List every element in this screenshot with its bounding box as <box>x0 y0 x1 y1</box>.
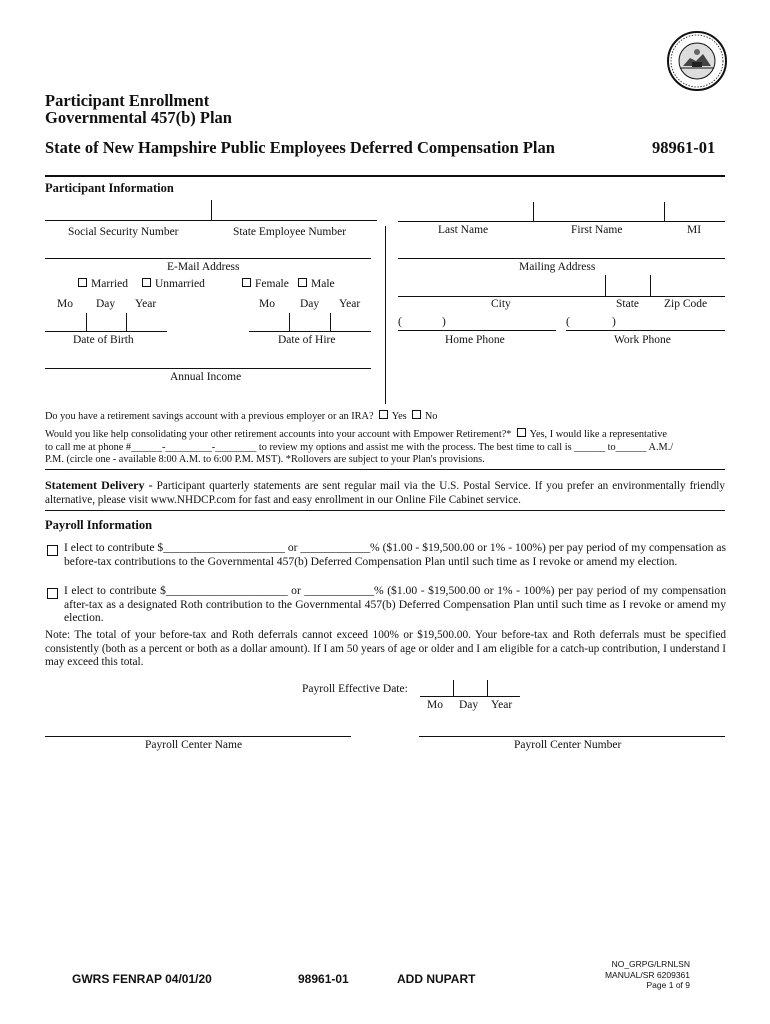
field-divider <box>487 680 488 696</box>
effective-date-label: Payroll Effective Date: <box>302 683 408 695</box>
checkbox-icon[interactable] <box>142 278 151 287</box>
column-divider <box>385 226 386 404</box>
roth-election: I elect to contribute $_____________________ or ____________% ($1.00 - $19,500.00 or 1% - 100%) per pay period of my compensation after-tax as a designated Roth contribution to the Governmental 457(b) Deferred Compensation Plan until such time as I revoke or amend my election. <box>64 584 726 624</box>
footer-add-code: ADD NUPART <box>397 972 476 986</box>
dob-label: Date of Birth <box>73 334 134 346</box>
checkbox-icon[interactable] <box>517 428 526 437</box>
doh-year-label: Year <box>339 298 361 310</box>
work-phone-field[interactable] <box>566 330 725 331</box>
mi-label: MI <box>687 224 702 236</box>
pretax-election: I elect to contribute $_____________________ or ____________% ($1.00 - $19,500.00 or 1% - 100%) per pay period of my compensation as before-tax contributions to the Governmental 457(b) Deferred Compensation Plan until such time as I revoke or amend my election. <box>64 541 726 568</box>
checkbox-icon[interactable] <box>298 278 307 287</box>
payroll-note: Note: The total of your before-tax and Roth deferrals cannot exceed 100% or $19,500.00. Your before-tax and Roth deferrals must be specified consistently (both as a percent or both as a dollar amount). If I am 50 years of age or older and I am eligible for a catch-up contribution, I understand I may exceed this total. <box>45 629 726 668</box>
home-phone-label: Home Phone <box>445 334 505 346</box>
form-title: Participant Enrollment Governmental 457(b) Plan <box>45 91 232 127</box>
effective-date-field[interactable] <box>420 696 520 697</box>
plan-number: 98961-01 <box>652 138 716 157</box>
dob-field[interactable] <box>45 331 167 332</box>
payroll-section-title: Payroll Information <box>45 518 153 532</box>
effective-day-label: Day <box>459 699 479 711</box>
mailing-address-label: Mailing Address <box>519 261 596 273</box>
payroll-center-number-field[interactable] <box>419 736 725 737</box>
plan-name: State of New Hampshire Public Employees Deferred Compensation Plan <box>45 138 555 157</box>
pretax-checkbox[interactable] <box>47 542 64 560</box>
annual-income-label: Annual Income <box>170 371 242 383</box>
dob-mo-label: Mo <box>57 298 73 310</box>
state-label: State <box>616 298 639 310</box>
email-field[interactable] <box>45 258 371 259</box>
statement-delivery: Statement Delivery - Participant quarterly statements are sent regular mail via the U.S. Postal Service. If you prefer an environmentally friendly alternative, please visit www.NHDCP.com for fast and easy enrollment in our Online File Cabinet service. <box>45 478 725 506</box>
state-employee-label: State Employee Number <box>233 226 347 238</box>
field-divider <box>650 275 651 296</box>
checkbox-icon[interactable] <box>47 588 58 599</box>
effective-year-label: Year <box>491 699 513 711</box>
city-state-zip-field[interactable] <box>398 296 725 297</box>
zip-label: Zip Code <box>664 298 708 310</box>
checkbox-icon[interactable] <box>379 410 388 419</box>
doh-label: Date of Hire <box>278 334 336 346</box>
city-label: City <box>491 298 511 310</box>
mailing-address-field[interactable] <box>398 258 725 259</box>
field-divider <box>289 313 290 331</box>
footer-form-id: GWRS FENRAP 04/01/20 <box>72 972 212 986</box>
field-divider <box>664 202 665 221</box>
footer-codes: NO_GRPG/LRNLSN MANUAL/SR 6209361 Page 1 of 9 <box>604 959 690 990</box>
roth-checkbox[interactable] <box>47 585 64 603</box>
retirement-question: Do you have a retirement savings account with a previous employer or an IRA? Yes No <box>45 411 438 422</box>
field-divider <box>211 200 212 220</box>
field-divider <box>453 680 454 696</box>
first-name-label: First Name <box>571 224 623 236</box>
field-divider <box>330 313 331 331</box>
work-phone-label: Work Phone <box>614 334 671 346</box>
field-divider <box>605 275 606 296</box>
doh-day-label: Day <box>300 298 320 310</box>
female-option[interactable]: Female <box>242 278 289 290</box>
ssn-label: Social Security Number <box>68 226 179 238</box>
home-phone-field[interactable] <box>398 330 556 331</box>
email-label: E-Mail Address <box>167 261 240 273</box>
footer-plan-number: 98961-01 <box>298 972 349 986</box>
payroll-center-number-label: Payroll Center Number <box>514 739 622 751</box>
field-divider <box>533 202 534 221</box>
consolidate-question: Would you like help consolidating your other retirement accounts into your account with Empower Retirement?* Yes, I would like a representative to call me at phone #______-_________-________ to review my options and assist me with the process. The best time to call is ______ to______ A.M./ P.M. (circle one - available 8:00 A.M. to 6:00 P.M. MST). *Rollovers are subject to your Plan's provisions. <box>45 429 674 465</box>
section-rule <box>45 469 725 470</box>
field-divider <box>126 313 127 331</box>
married-option[interactable]: Married <box>78 278 128 290</box>
annual-income-field[interactable] <box>45 368 371 369</box>
name-field[interactable] <box>398 221 725 222</box>
male-option[interactable]: Male <box>298 278 335 290</box>
doh-mo-label: Mo <box>259 298 275 310</box>
title-rule <box>45 175 725 177</box>
effective-mo-label: Mo <box>427 699 443 711</box>
last-name-label: Last Name <box>438 224 489 236</box>
participant-section-title: Participant Information <box>45 181 174 195</box>
work-phone-open-paren: ( <box>566 316 570 328</box>
checkbox-icon[interactable] <box>242 278 251 287</box>
state-seal <box>666 30 728 92</box>
doh-field[interactable] <box>249 331 371 332</box>
payroll-center-name-field[interactable] <box>45 736 351 737</box>
work-phone-close-paren: ) <box>612 316 616 328</box>
checkbox-icon[interactable] <box>78 278 87 287</box>
section-rule <box>45 510 725 511</box>
checkbox-icon[interactable] <box>412 410 421 419</box>
dob-day-label: Day <box>96 298 116 310</box>
ssn-field[interactable] <box>45 220 377 221</box>
field-divider <box>86 313 87 331</box>
home-phone-close-paren: ) <box>442 316 446 328</box>
unmarried-option[interactable]: Unmarried <box>142 278 205 290</box>
payroll-center-name-label: Payroll Center Name <box>145 739 243 751</box>
dob-year-label: Year <box>135 298 157 310</box>
checkbox-icon[interactable] <box>47 545 58 556</box>
home-phone-open-paren: ( <box>398 316 402 328</box>
